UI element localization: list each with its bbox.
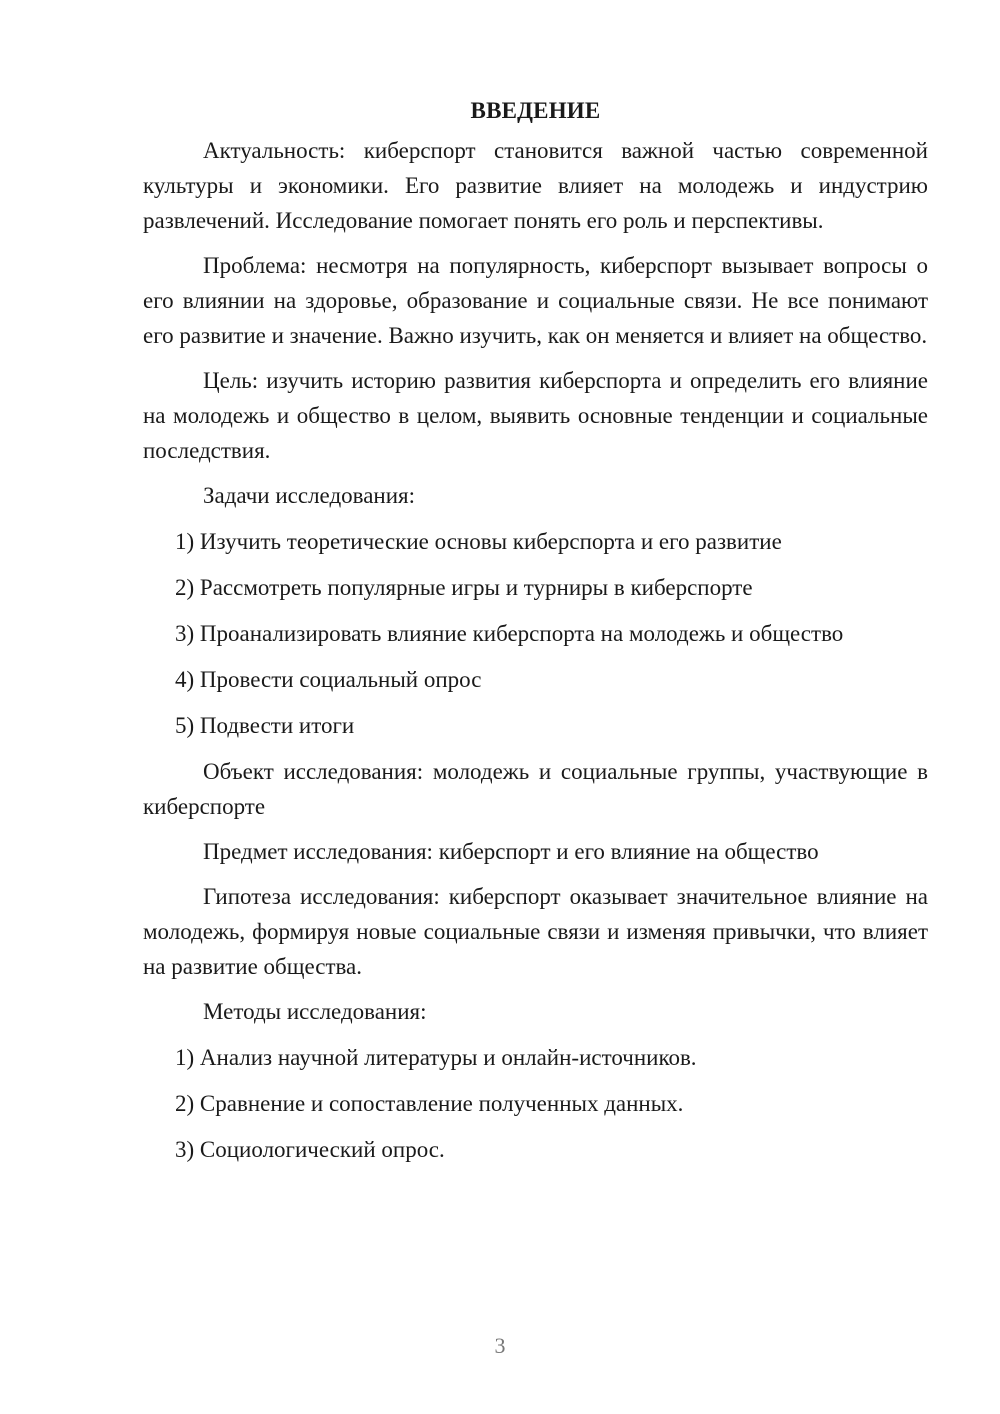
section-heading: ВВЕДЕНИЕ bbox=[470, 98, 601, 123]
hypothesis-paragraph: Гипотеза исследования: киберспорт оказывает значительное влияние на молодежь, формируя новые социальные связи и изменяя привычки, что влияет на развитие общества. bbox=[143, 884, 928, 979]
method-item: 1) Анализ научной литературы и онлайн-источников. bbox=[175, 1045, 697, 1070]
tasks-list bbox=[143, 524, 928, 743]
task-item: 2) Рассмотреть популярные игры и турниры в киберспорте bbox=[175, 575, 753, 600]
task-item: 3) Проанализировать влияние киберспорта на молодежь и общество bbox=[175, 621, 844, 646]
method-item: 2) Сравнение и сопоставление полученных данных. bbox=[175, 1091, 684, 1116]
problem-paragraph: Проблема: несмотря на популярность, киберспорт вызывает вопросы о его влиянии на здоровье, образование и социальные связи. Не все понимают его развитие и значение. Важно изучить, как он меняется и влияет на общество. bbox=[143, 253, 928, 348]
goal-paragraph: Цель: изучить историю развития киберспорта и определить его влияние на молодежь и общество в целом, выявить основные тенденции и социальные последствия. bbox=[143, 368, 928, 463]
methods-list bbox=[143, 1040, 928, 1167]
object-paragraph: Объект исследования: молодежь и социальные группы, участвующие в киберспорте bbox=[143, 759, 928, 819]
methods-title: Методы исследования: bbox=[203, 999, 427, 1024]
task-item: 1) Изучить теоретические основы киберспорта и его развитие bbox=[175, 529, 782, 554]
tasks-title: Задачи исследования: bbox=[203, 483, 416, 508]
relevance-paragraph: Актуальность: киберспорт становится важной частью современной культуры и экономики. Его развитие влияет на молодежь и индустрию развлечений. Исследование помогает понять его роль и перспективы. bbox=[143, 138, 928, 233]
task-item: 4) Провести социальный опрос bbox=[175, 667, 482, 692]
task-item: 5) Подвести итоги bbox=[175, 713, 355, 738]
subject-paragraph: Предмет исследования: киберспорт и его влияние на общество bbox=[203, 839, 819, 864]
page-content bbox=[143, 96, 928, 1178]
method-item: 3) Социологический опрос. bbox=[175, 1137, 445, 1162]
page-number: 3 bbox=[494, 1333, 506, 1358]
